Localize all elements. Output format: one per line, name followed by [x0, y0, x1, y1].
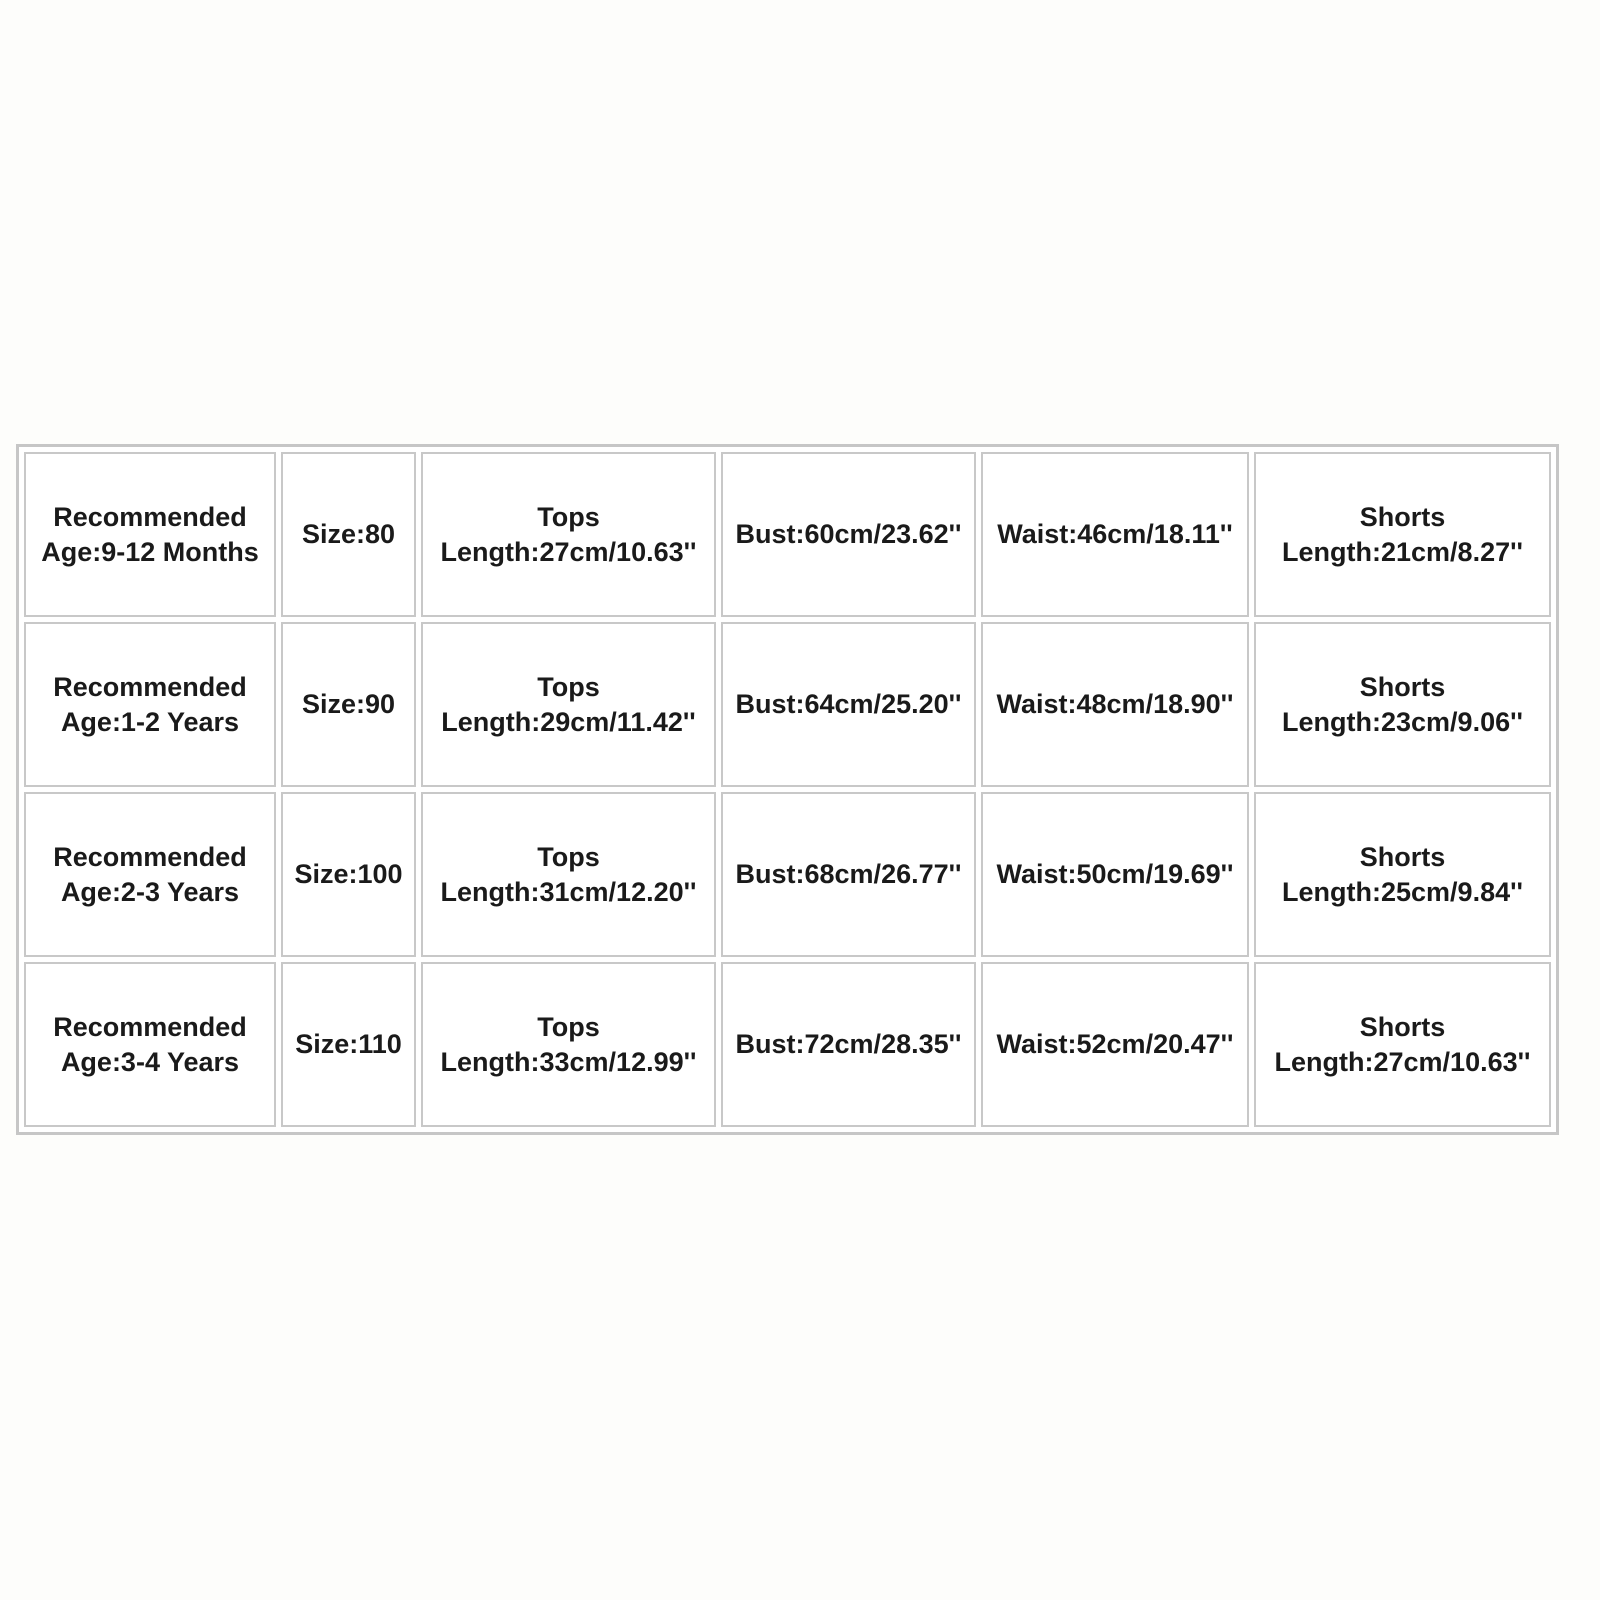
table-row	[24, 622, 1551, 787]
shorts-length-cell: Shorts Length:23cm/9.06''	[1254, 622, 1551, 787]
shorts-length-cell: Shorts Length:27cm/10.63''	[1254, 962, 1551, 1127]
bust-cell: Bust:72cm/28.35''	[721, 962, 976, 1127]
waist-cell: Waist:52cm/20.47''	[981, 962, 1249, 1127]
bust-cell: Bust:64cm/25.20''	[721, 622, 976, 787]
tops-length-cell: Tops Length:29cm/11.42''	[421, 622, 716, 787]
shorts-length-cell: Shorts Length:25cm/9.84''	[1254, 792, 1551, 957]
shorts-length-cell: Shorts Length:21cm/8.27''	[1254, 452, 1551, 617]
waist-cell: Waist:48cm/18.90''	[981, 622, 1249, 787]
tops-length-cell: Tops Length:33cm/12.99''	[421, 962, 716, 1127]
age-cell: Recommended Age:2-3 Years	[24, 792, 276, 957]
age-cell: Recommended Age:1-2 Years	[24, 622, 276, 787]
bust-cell: Bust:68cm/26.77''	[721, 792, 976, 957]
size-cell: Size:80	[281, 452, 416, 617]
size-chart-table	[16, 444, 1559, 1135]
table-row	[24, 792, 1551, 957]
age-cell: Recommended Age:3-4 Years	[24, 962, 276, 1127]
table-row	[24, 452, 1551, 617]
size-cell: Size:110	[281, 962, 416, 1127]
age-cell: Recommended Age:9-12 Months	[24, 452, 276, 617]
size-cell: Size:90	[281, 622, 416, 787]
bust-cell: Bust:60cm/23.62''	[721, 452, 976, 617]
waist-cell: Waist:50cm/19.69''	[981, 792, 1249, 957]
size-cell: Size:100	[281, 792, 416, 957]
table-row	[24, 962, 1551, 1127]
waist-cell: Waist:46cm/18.11''	[981, 452, 1249, 617]
tops-length-cell: Tops Length:31cm/12.20''	[421, 792, 716, 957]
tops-length-cell: Tops Length:27cm/10.63''	[421, 452, 716, 617]
